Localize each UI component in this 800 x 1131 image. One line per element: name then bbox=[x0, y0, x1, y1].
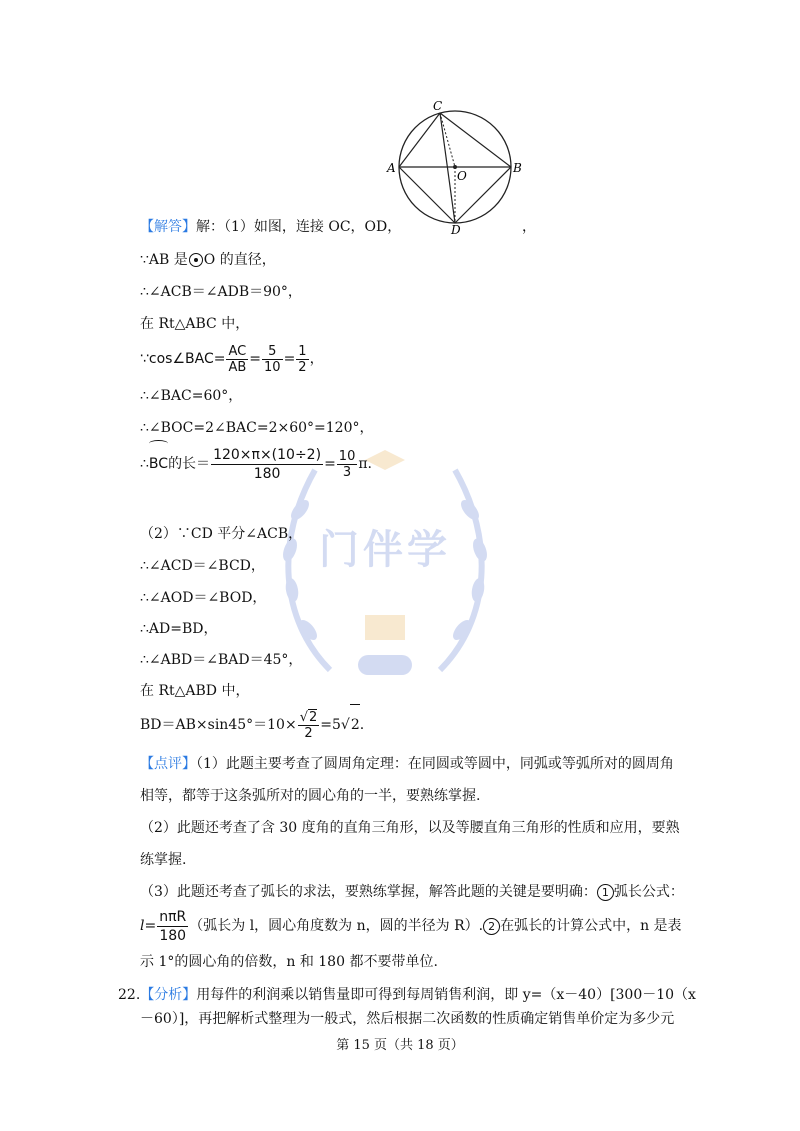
solution-line-13: ∴∠ABD＝∠BAD＝45°， bbox=[140, 652, 303, 668]
solution-line-14: 在 Rt△ABD 中， bbox=[140, 683, 250, 699]
problem-22-line-1: 22.【分析】用每件的利润乘以销售量即可得到每周销售利润，即 y=（x－40）[300－10（x bbox=[118, 987, 696, 1003]
solution-line-6: ∴∠BAC=60°， bbox=[140, 388, 243, 404]
comment-tag: 【点评】 bbox=[140, 756, 196, 772]
solution-line-8: ∴BC的长＝ $\frac{120\times\pi\times(10\div 2)}{180}$ = $\frac{10}{3}$ π. bbox=[140, 444, 372, 484]
label-o: O bbox=[457, 169, 467, 183]
problem-number: 22. bbox=[118, 987, 141, 1003]
comment-p2-a: （2）此题还考查了含 30 度角的直角三角形，以及等腰直角三角形的性质和应用，要熟 bbox=[140, 820, 680, 836]
comment-p2-b: 练掌握. bbox=[140, 852, 187, 868]
comment-p3-c: 示 1°的圆心角的倍数，n 和 180 都不要带单位. bbox=[140, 954, 438, 970]
solution-line-12: ∴AD=BD， bbox=[140, 621, 218, 637]
label-a: A bbox=[387, 161, 396, 175]
solution-line-15: BD＝AB×sin45°＝10× $\frac{√2}{2}$ =5√2. bbox=[140, 704, 364, 745]
solution-line-11: ∴∠AOD＝∠BOD， bbox=[140, 590, 267, 606]
solution-line-1: 【解答】解：（1）如图，连接 OC，OD， bbox=[140, 219, 402, 235]
circle-geometry-diagram bbox=[385, 100, 525, 235]
comment-p3-b: l= $\frac{\text{nπR}}{180}$ （弧长为 l，圆心角度数为 n，圆的半径为 R）. 2 在弧长的计算公式中，n 是表 bbox=[140, 908, 682, 944]
solution-line-9: （2）∵CD 平分∠ACB， bbox=[140, 526, 303, 542]
solution-line-3: ∴∠ACB＝∠ADB＝90°， bbox=[140, 284, 302, 300]
solution-line-10: ∴∠ACD＝∠BCD， bbox=[140, 558, 265, 574]
solution-tag: 【解答】 bbox=[140, 219, 196, 235]
comment-p1-b: 相等，都等于这条弧所对的圆心角的一半，要熟练掌握. bbox=[140, 788, 481, 804]
solution-line-5: ∵cos∠BAC= $\frac{AC}{AB}$ = $\frac{5}{10}$ = $\frac{1}{2}$ ， bbox=[140, 343, 324, 375]
watermark-text: 门伴学 bbox=[319, 527, 451, 573]
circle-dot-icon bbox=[189, 253, 203, 267]
comment-p3-a: （3）此题还考查了弧长的求法，要熟练掌握，解答此题的关键是要明确： 1 弧长公式： bbox=[140, 884, 684, 900]
solution-line-4: 在 Rt△ABC 中， bbox=[140, 316, 250, 332]
solution-line-7: ∴∠BOC=2∠BAC=2×60°=120°， bbox=[140, 420, 374, 436]
page-footer: 第 15 页（共 18 页） bbox=[336, 1038, 464, 1053]
label-b: B bbox=[513, 161, 522, 175]
circled-number-1: 1 bbox=[597, 884, 614, 901]
problem-22-line-2: －60）]，再把解析式整理为一般式，然后根据二次函数的性质确定销售单价定为多少元 bbox=[140, 1011, 675, 1027]
analysis-tag: 【分析】 bbox=[140, 987, 197, 1003]
circled-number-2: 2 bbox=[483, 918, 500, 935]
comment-p1-a: 【点评】（1）此题主要考查了圆周角定理：在同圆或等圆中，同弧或等弧所对的圆周角 bbox=[140, 756, 674, 772]
solution-line-1-tail: ， bbox=[522, 219, 536, 235]
solution-line-2: ∵AB 是 O 的直径， bbox=[140, 252, 276, 268]
label-d: D bbox=[451, 223, 461, 235]
label-c: C bbox=[433, 100, 443, 113]
